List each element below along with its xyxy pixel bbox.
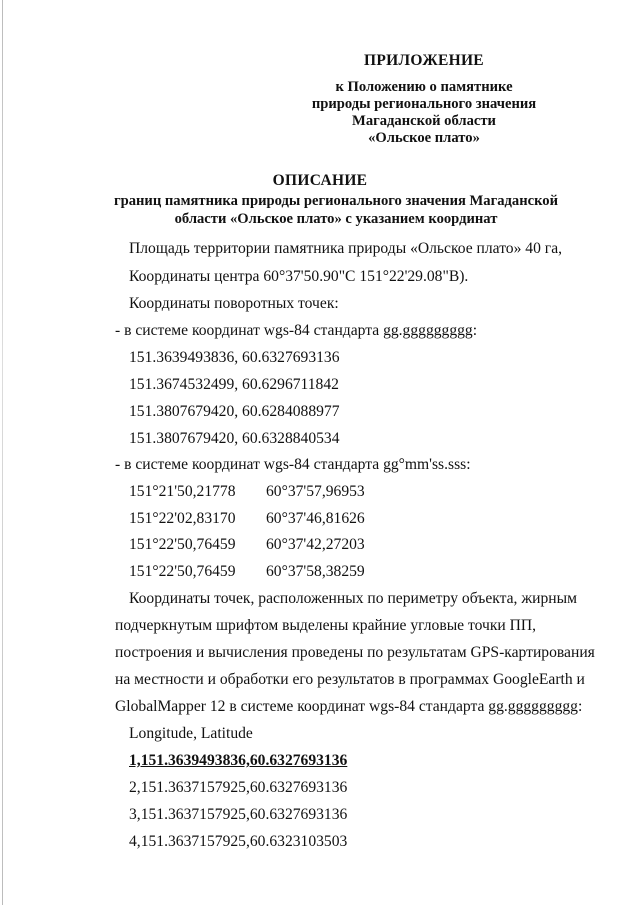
perimeter-paragraph-line: построения и вычисления проведены по результатам GPS-картирования	[115, 644, 595, 661]
dms-longitude: 151°22'50,76459	[129, 563, 236, 580]
decimal-system-label: - в системе координат wgs-84 стандарта gg.ggggggggg:	[115, 322, 478, 339]
dms-latitude: 60°37'46,81626	[266, 510, 365, 527]
perimeter-point: 4,151.3637157925,60.6323103503	[129, 833, 348, 850]
appendix-line: к Положению о памятнике	[335, 79, 513, 95]
dms-longitude: 151°21'50,21778	[129, 483, 236, 500]
appendix-line: природы регионального значения	[311, 96, 537, 112]
dms-point	[129, 563, 365, 581]
dms-longitude: 151°22'02,83170	[129, 510, 236, 527]
dms-system-label: - в системе координат wgs-84 стандарта gg°mm'ss.sss:	[115, 456, 471, 473]
appendix-line: «Ольское плато»	[368, 130, 480, 146]
decimal-point: 151.3639493836, 60.6327693136	[129, 349, 340, 366]
decimal-point: 151.3807679420, 60.6284088977	[129, 403, 340, 420]
description-subtitle	[86, 192, 586, 228]
dms-latitude: 60°37'58,38259	[266, 563, 365, 580]
dms-latitude: 60°37'57,96953	[266, 483, 365, 500]
turning-points-label: Координаты поворотных точек:	[129, 295, 339, 312]
subtitle-line: границ памятника природы регионального значения Магаданской	[113, 193, 559, 209]
perimeter-paragraph-line: подчеркнутым шрифтом выделены крайние угловые точки ПП,	[115, 617, 537, 634]
perimeter-paragraph-line: GlobalMapper 12 в системе координат wgs-84 стандарта gg.ggggggggg:	[115, 698, 583, 715]
scan-edge	[2, 0, 3, 905]
center-line: Координаты центра 60°37'50.90"С 151°22'29.08"В).	[129, 268, 469, 285]
appendix-block	[274, 52, 574, 147]
appendix-title: ПРИЛОЖЕНИЕ	[364, 52, 484, 69]
dms-latitude: 60°37'42,27203	[266, 536, 365, 553]
dms-point	[129, 510, 365, 528]
perimeter-point: 3,151.3637157925,60.6327693136	[129, 806, 348, 823]
perimeter-paragraph-line: Координаты точек, расположенных по периметру объекта, жирным	[129, 590, 577, 607]
description-title: ОПИСАНИЕ	[272, 172, 368, 189]
decimal-point: 151.3807679420, 60.6328840534	[129, 430, 340, 447]
perimeter-paragraph-line: на местности и обработки его результатов в программах GoogleEarth и	[115, 671, 585, 688]
dms-point	[129, 536, 365, 554]
perimeter-point-corner: 1,151.3639493836,60.6327693136	[129, 752, 348, 769]
decimal-point: 151.3674532499, 60.6296711842	[129, 376, 339, 393]
dms-longitude: 151°22'50,76459	[129, 536, 236, 553]
area-line: Площадь территории памятника природы «Ольское плато» 40 га,	[129, 240, 563, 257]
appendix-line: Магаданской области	[352, 113, 496, 129]
table-header: Longitude, Latitude	[129, 725, 253, 742]
subtitle-line: области «Ольское плато» с указанием координат	[174, 211, 498, 227]
perimeter-point: 2,151.3637157925,60.6327693136	[129, 779, 348, 796]
dms-point	[129, 483, 365, 501]
